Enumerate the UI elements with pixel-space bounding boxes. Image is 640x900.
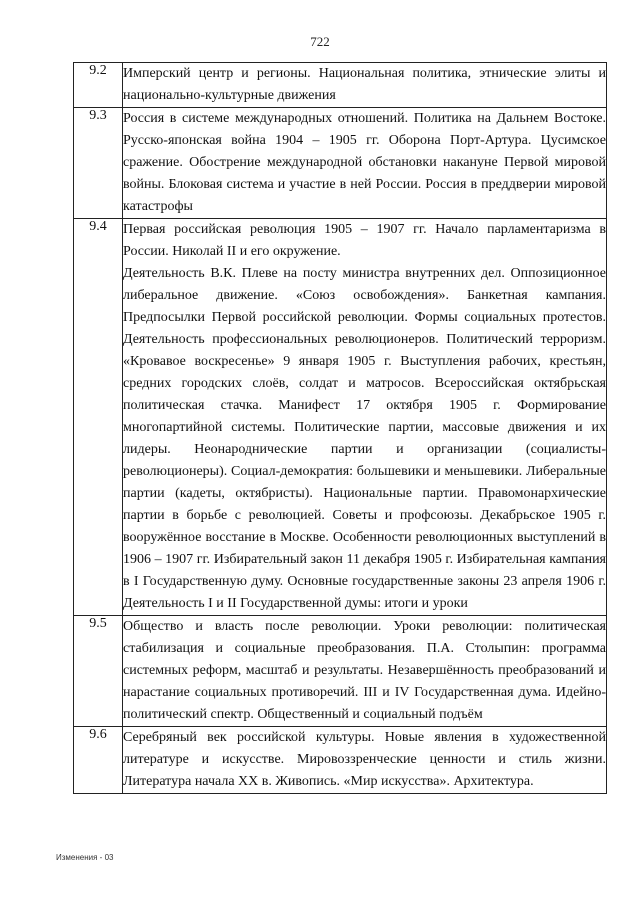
section-number: 9.5 <box>74 616 123 727</box>
table-row <box>74 63 607 108</box>
section-number: 9.3 <box>74 108 123 219</box>
page-number: 722 <box>310 34 330 49</box>
syllabus-rows <box>74 63 607 794</box>
section-paragraph: Россия в системе международных отношений. Политика на Дальнем Востоке. Русско-японская война 1904 – 1905 гг. Оборона Порт-Артура. Цусимское сражение. Обострение международной обстановки накануне Первой мировой войны. Блоковая система и участие в ней России. Россия в преддверии мировой катастрофы <box>123 111 606 214</box>
section-content <box>123 219 607 616</box>
section-content <box>123 616 607 727</box>
table-row <box>74 616 607 727</box>
section-paragraph: Серебряный век российской культуры. Новые явления в художественной литературе и искусстве. Мировоззренческие ценности и стиль жизни. Литература начала XX в. Живопись. «Мир искусства». Архитектура. <box>123 730 606 789</box>
table-row <box>74 727 607 794</box>
section-number: 9.6 <box>74 727 123 794</box>
syllabus-table <box>73 62 607 794</box>
section-paragraph: Общество и власть после революции. Уроки революции: политическая стабилизация и социальные преобразования. П.А. Столыпин: программа системных реформ, масштаб и результаты. Незавершённость преобразований и нарастание социальных противоречий. III и IV Государственная дума. Идейно-политический спектр. Общественный и социальный подъём <box>123 619 606 722</box>
table-row <box>74 108 607 219</box>
section-paragraph: Деятельность В.К. Плеве на посту министра внутренних дел. Оппозиционное либеральное движение. «Союз освобождения». Банкетная кампания. Предпосылки Первой российской революции. Формы социальных протестов. Деятельность профессиональных революционеров. Политический терроризм. «Кровавое воскресенье» 9 января 1905 г. Выступления рабочих, крестьян, средних городских слоёв, солдат и матросов. Всероссийская октябрьская политическая стачка. Манифест 17 октября 1905 г. Формирование многопартийной системы. Политические партии, массовые движения и их лидеры. Неонароднические партии и организации (социалисты-революционеры). Социал-демократия: большевики и меньшевики. Либеральные партии (кадеты, октябристы). Национальные партии. Правомонархические партии в борьбе с революцией. Советы и профсоюзы. Декабрьское 1905 г. вооружённое восстание в Москве. Особенности революционных выступлений в 1906 – 1907 гг. Избирательный закон 11 декабря 1905 г. Избирательная кампания в I Государственную думу. Основные государственные законы 23 апреля 1906 г. Деятельность I и II Государственной думы: итоги и уроки <box>123 266 606 611</box>
section-content <box>123 108 607 219</box>
revision-footer: Изменения - 03 <box>56 853 114 862</box>
section-content <box>123 63 607 108</box>
section-number: 9.4 <box>74 219 123 616</box>
section-paragraph: Первая российская революция 1905 – 1907 гг. Начало парламентаризма в России. Николай II и его окружение. <box>123 222 606 259</box>
section-content <box>123 727 607 794</box>
section-number: 9.2 <box>74 63 123 108</box>
section-paragraph: Имперский центр и регионы. Национальная политика, этнические элиты и национально-культурные движения <box>123 66 606 103</box>
table-row <box>74 219 607 616</box>
